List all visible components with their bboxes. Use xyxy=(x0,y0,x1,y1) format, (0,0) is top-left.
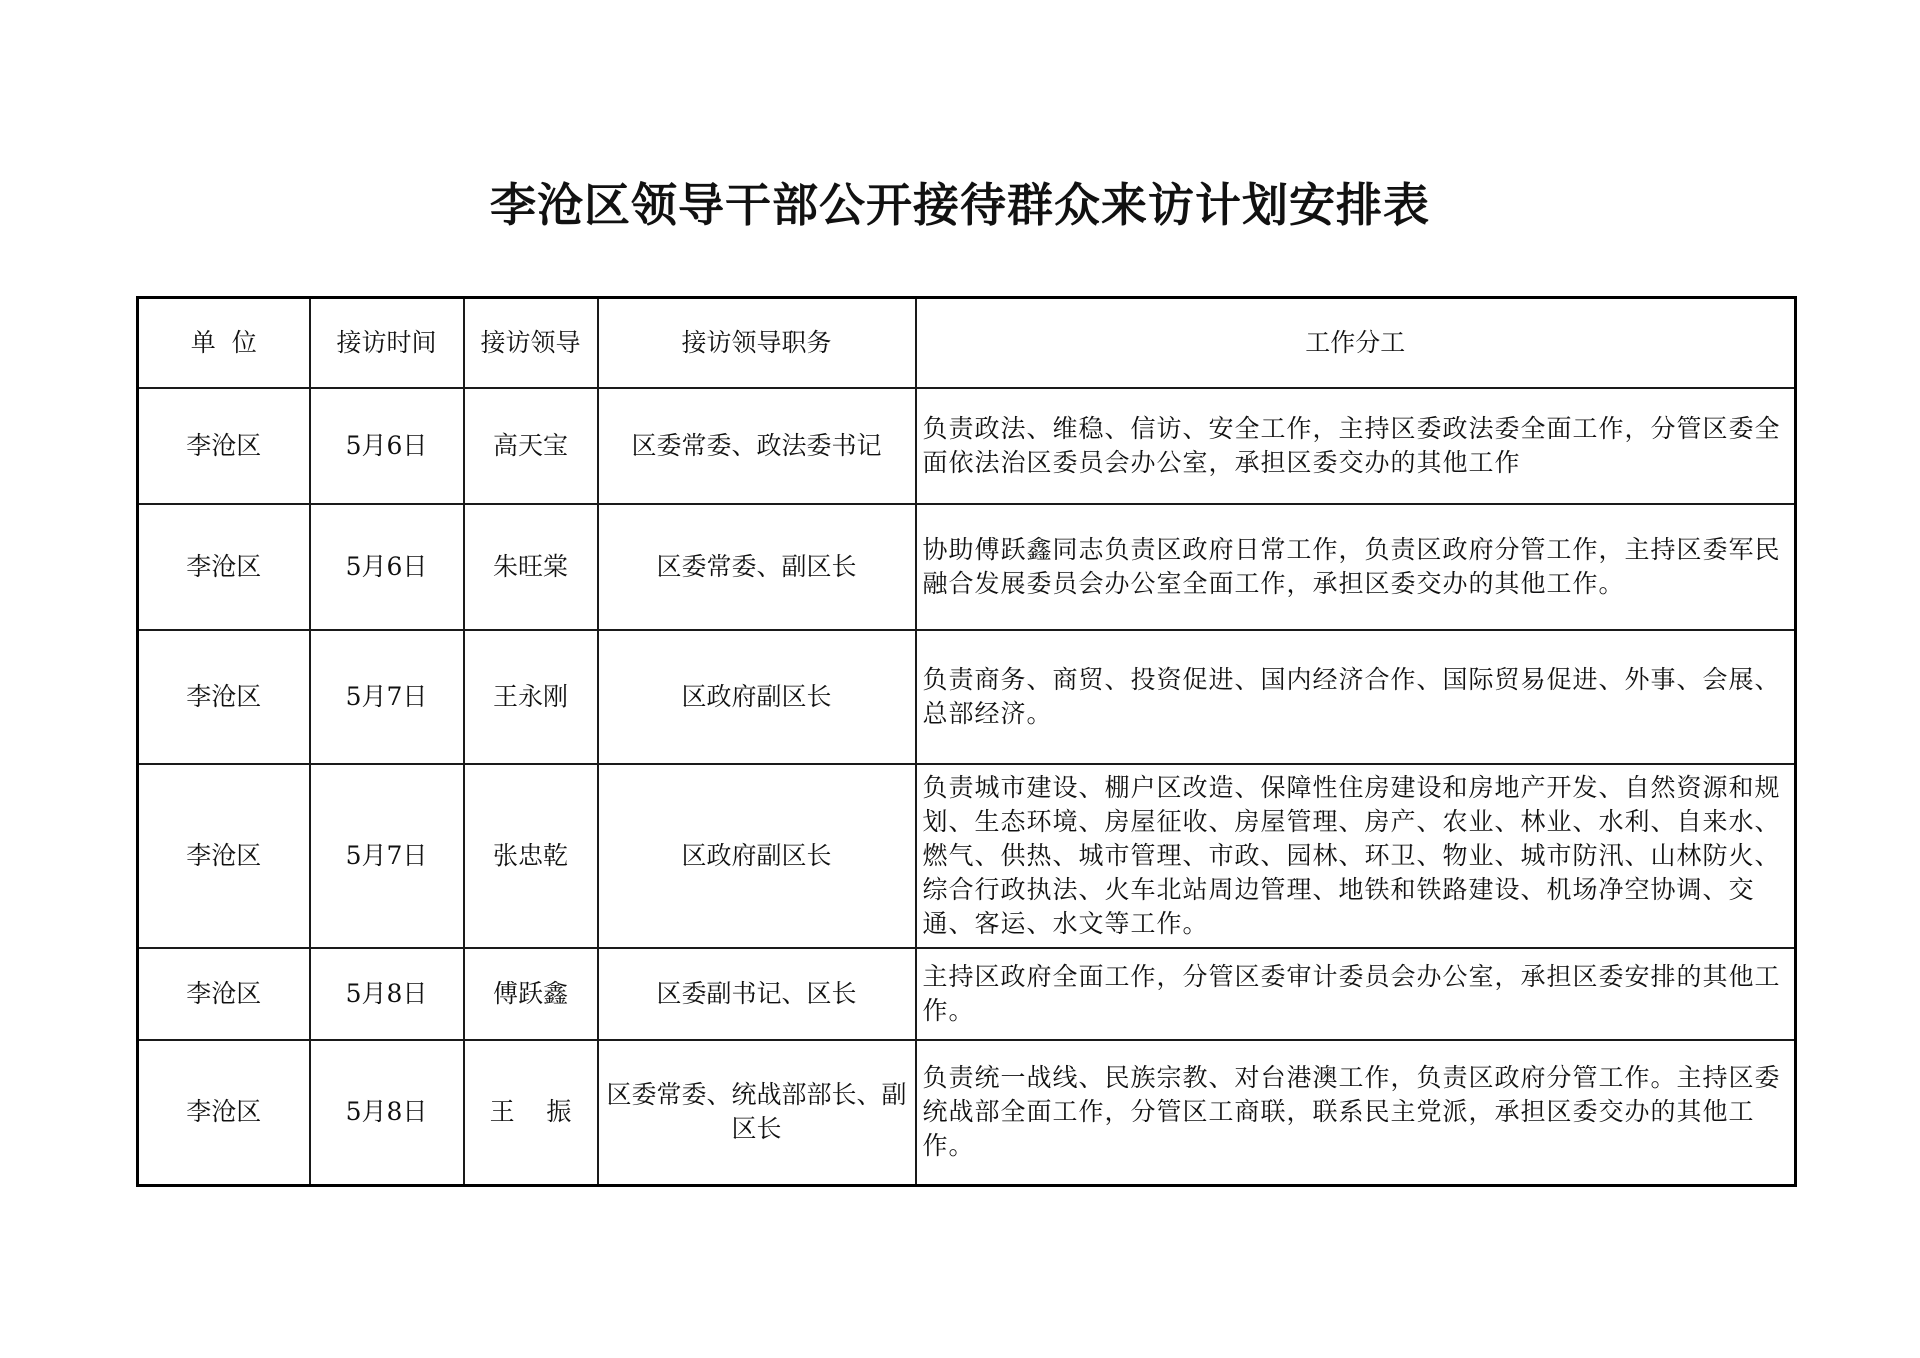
cell-time: 5月6日 xyxy=(310,388,464,504)
cell-time: 5月6日 xyxy=(310,504,464,630)
cell-unit: 李沧区 xyxy=(138,630,310,764)
cell-duties: 负责统一战线、民族宗教、对台港澳工作，负责区政府分管工作。主持区委统战部全面工作，分管区工商联，联系民主党派，承担区委交办的其他工作。 xyxy=(916,1040,1796,1186)
header-time: 接访时间 xyxy=(310,298,464,388)
cell-leader: 朱旺棠 xyxy=(464,504,598,630)
cell-position: 区委常委、副区长 xyxy=(598,504,916,630)
cell-leader: 高天宝 xyxy=(464,388,598,504)
reception-schedule-table xyxy=(136,296,1797,1187)
cell-unit: 李沧区 xyxy=(138,504,310,630)
table-row xyxy=(138,1040,1796,1186)
header-leader: 接访领导 xyxy=(464,298,598,388)
table-row xyxy=(138,630,1796,764)
table-row xyxy=(138,504,1796,630)
table-row xyxy=(138,388,1796,504)
cell-position: 区政府副区长 xyxy=(598,630,916,764)
header-unit: 单 位 xyxy=(138,298,310,388)
cell-unit: 李沧区 xyxy=(138,948,310,1040)
cell-position: 区委常委、政法委书记 xyxy=(598,388,916,504)
cell-duties: 负责商务、商贸、投资促进、国内经济合作、国际贸易促进、外事、会展、总部经济。 xyxy=(916,630,1796,764)
cell-unit: 李沧区 xyxy=(138,764,310,948)
cell-position: 区政府副区长 xyxy=(598,764,916,948)
table-header-row xyxy=(138,298,1796,388)
cell-leader: 傅跃鑫 xyxy=(464,948,598,1040)
cell-time: 5月8日 xyxy=(310,948,464,1040)
cell-time: 5月7日 xyxy=(310,630,464,764)
cell-unit: 李沧区 xyxy=(138,388,310,504)
cell-leader: 张忠乾 xyxy=(464,764,598,948)
cell-time: 5月7日 xyxy=(310,764,464,948)
cell-time: 5月8日 xyxy=(310,1040,464,1186)
cell-duties: 负责城市建设、棚户区改造、保障性住房建设和房地产开发、自然资源和规划、生态环境、房屋征收、房屋管理、房产、农业、林业、水利、自来水、燃气、供热、城市管理、市政、园林、环卫、物业、城市防汛、山林防火、综合行政执法、火车北站周边管理、地铁和铁路建设、机场净空协调、交通、客运、水文等工作。 xyxy=(916,764,1796,948)
cell-leader: 王永刚 xyxy=(464,630,598,764)
table-row xyxy=(138,948,1796,1040)
header-position: 接访领导职务 xyxy=(598,298,916,388)
cell-duties: 协助傅跃鑫同志负责区政府日常工作，负责区政府分管工作，主持区委军民融合发展委员会办公室全面工作，承担区委交办的其他工作。 xyxy=(916,504,1796,630)
cell-duties: 主持区政府全面工作，分管区委审计委员会办公室，承担区委安排的其他工作。 xyxy=(916,948,1796,1040)
cell-position: 区委副书记、区长 xyxy=(598,948,916,1040)
cell-unit: 李沧区 xyxy=(138,1040,310,1186)
table-row xyxy=(138,764,1796,948)
cell-leader: 王 振 xyxy=(464,1040,598,1186)
cell-position: 区委常委、统战部部长、副区长 xyxy=(598,1040,916,1186)
cell-duties: 负责政法、维稳、信访、安全工作，主持区委政法委全面工作，分管区委全面依法治区委员会办公室，承担区委交办的其他工作 xyxy=(916,388,1796,504)
header-duties: 工作分工 xyxy=(916,298,1796,388)
page-title: 李沧区领导干部公开接待群众来访计划安排表 xyxy=(490,178,1430,232)
